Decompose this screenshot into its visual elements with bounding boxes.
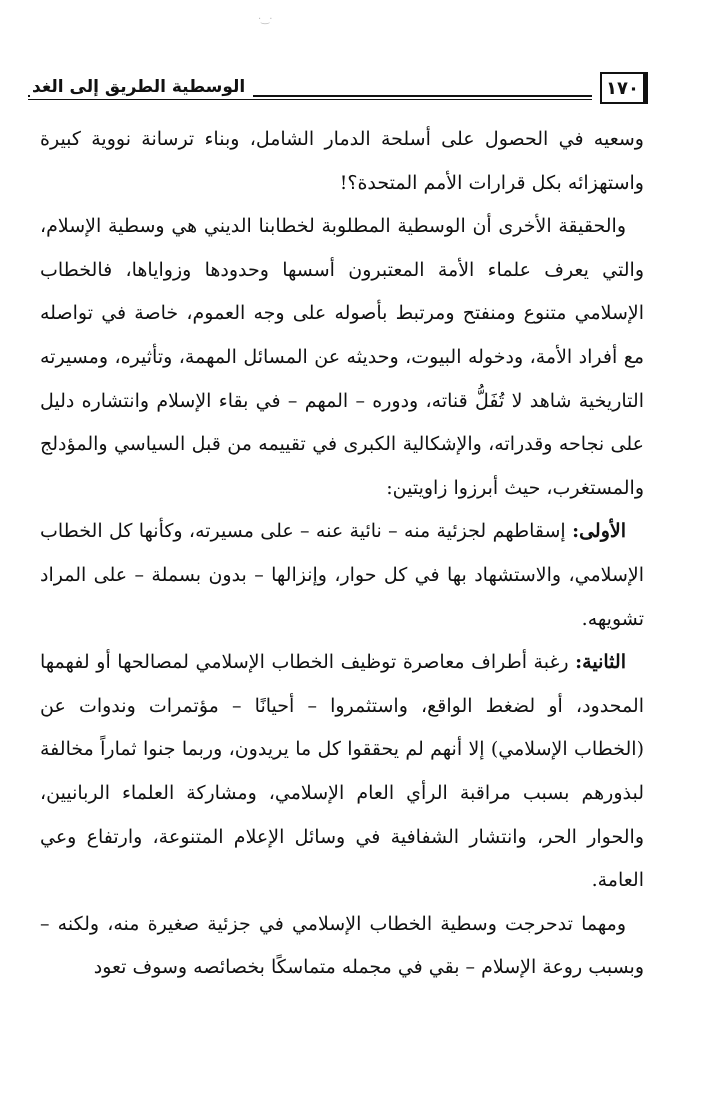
body-text (40, 118, 644, 990)
header-rule-thin (28, 99, 592, 100)
paragraph-4-label: الثانية: (575, 651, 626, 674)
paragraph-1-text: وسعيه في الحصول على أسلحة الدمار الشامل، وبناء ترسانة نووية كبيرة واستهزائه بكل قرارات الأمم المتحدة؟! (40, 128, 644, 194)
page-number: ١٧٠ (606, 77, 639, 99)
paragraph-3-label: الأولى: (572, 520, 626, 543)
scan-speck: ·‿· (258, 14, 273, 25)
paragraph-4-text: رغبة أطراف معاصرة توظيف الخطاب الإسلامي لمصالحها أو لفهمها المحدود، أو لضغط الواقع، واستثمروا – أحيانًا – مؤتمرات وندوات عن (الخطاب الإسلامي) إلا أنهم لم يحققوا كل ما يريدون، وربما جنوا ثماراً مخالفة لبذورهم بسبب مراقبة الرأي العام الإسلامي، ومشاركة العلماء الربانيين، والحوار الحر، وانتشار الشفافية في وسائل الإعلام المتنوعة، وارتفاع وعي العامة. (40, 651, 644, 892)
paragraph-5-text: ومهما تدحرجت وسطية الخطاب الإسلامي في جزئية صغيرة منه، ولكنه – وبسبب روعة الإسلام – بقي في مجمله متماسكًا بخصائصه وسوف تعود (40, 912, 644, 979)
paragraph-3-text: إسقاطهم لجزئية منه – نائية عنه – على مسيرته، وكأنها كل الخطاب الإسلامي، والاستشهاد بها في كل حوار، وإنزالها – بدون بسملة – على المراد تشويهه. (40, 520, 644, 630)
running-title: الوسطية الطريق إلى الغد (30, 77, 253, 97)
paragraph-2-text: والحقيقة الأخرى أن الوسطية المطلوبة لخطابنا الديني هي وسطية الإسلام، والتي يعرف علماء الأمة المعتبرون أسسها وحدودها وزواياها، فالخطاب الإسلامي متنوع ومنفتح ومرتبط بأصوله على وجه العموم، خاصة في تواصله مع أفراد الأمة، ودخوله البيوت، وحديثه عن المسائل المهمة، وتأثيره، ومسيرته التاريخية شاهد لا تُفَلُّ قناته، ودوره – المهم – في بقاء الإسلام وانتشاره دليل على نجاحه وقدراته، والإشكالية الكبرى في تقييمه من قبل السياسي والمؤدلج والمستغرب، حيث أبرزوا زاويتين: (40, 215, 644, 499)
page-number-box (600, 72, 648, 104)
page-header (28, 72, 648, 112)
paragraph-2 (40, 205, 644, 510)
paragraph-5 (40, 903, 644, 990)
paragraph-4 (40, 641, 644, 903)
paragraph-1 (40, 118, 644, 205)
paragraph-3 (40, 510, 644, 641)
